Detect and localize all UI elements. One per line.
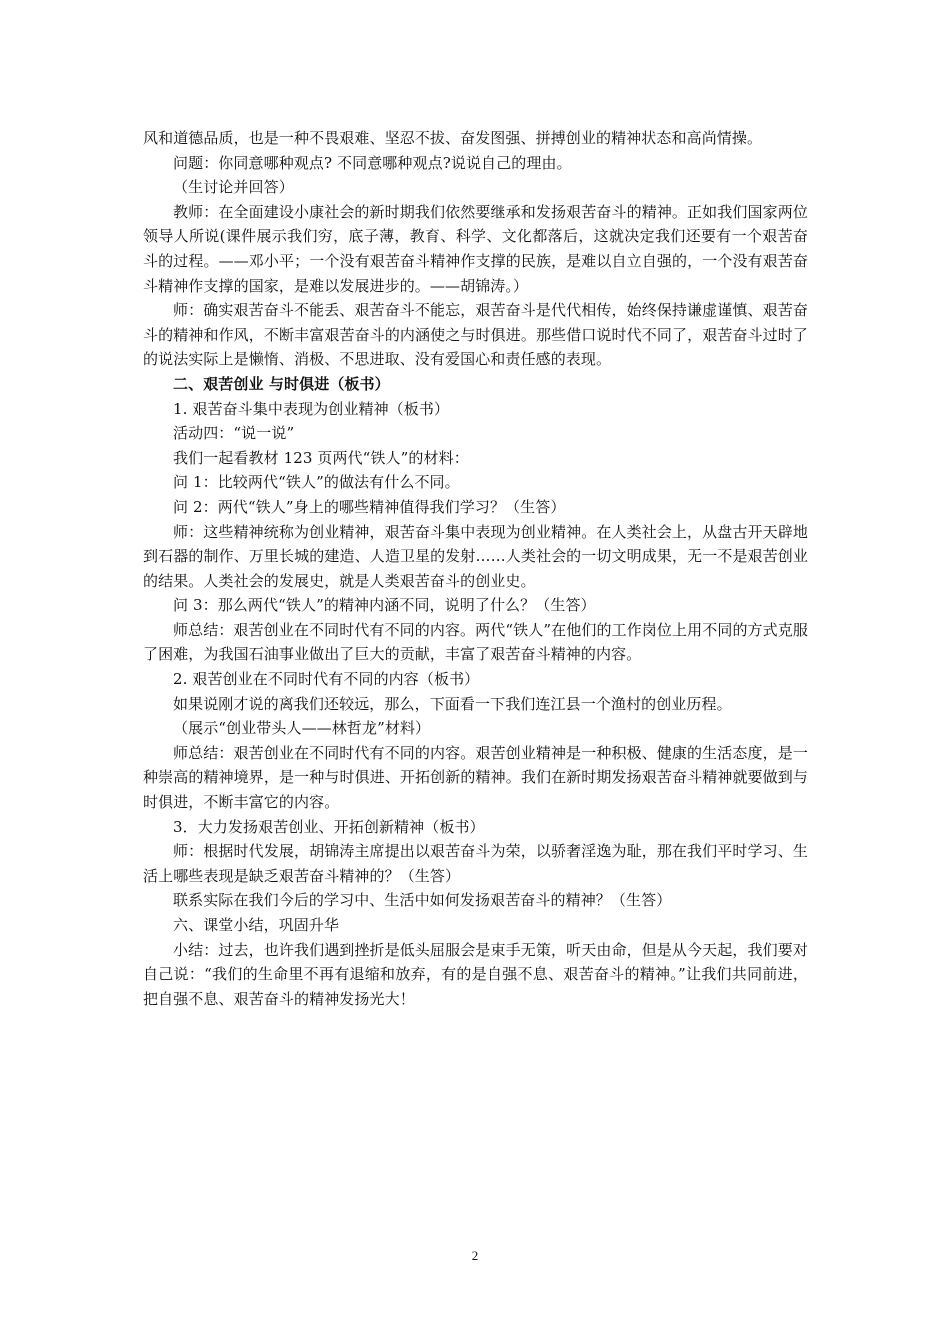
paragraph: 师：确实艰苦奋斗不能丢、艰苦奋斗不能忘，艰苦奋斗是代代相传，始终保持谦虚谨慎、艰苦奋斗的精神和作风，不断丰富艰苦奋斗的内涵使之与时俱进。那些借口说时代不同了，艰苦奋斗过时了的说法实际上是懒惰、消极、不思进取、没有爱国心和责任感的表现。: [143, 301, 808, 369]
paragraph: 我们一起看教材 123 页两代“铁人”的材料：: [173, 448, 469, 467]
paragraph: （展示“创业带头人——林哲龙”材料）: [173, 719, 431, 738]
paragraph: 小结：过去，也许我们遇到挫折是低头屈服会是束手无策，听天由命，但是从今天起，我们要对自己说：“我们的生命里不再有退缩和放弃，有的是自强不息、艰苦奋斗的精神。”让我们共同前进，把自强不息、艰苦奋斗的精神发扬光大！: [143, 940, 808, 1008]
paragraph: 问题：你同意哪种观点? 不同意哪种观点?说说自己的理由。: [173, 153, 572, 172]
section-heading: 二、艰苦创业 与时俱进（板书）: [173, 374, 390, 393]
paragraph: 师总结：艰苦创业在不同时代有不同的内容。两代“铁人”在他们的工作岗位上用不同的方式克服了困难，为我国石油事业做出了巨大的贡献，丰富了艰苦奋斗精神的内容。: [143, 620, 808, 664]
paragraph: 教师：在全面建设小康社会的新时期我们依然要继承和发扬艰苦奋斗的精神。正如我们国家两位领导人所说(课件展示我们穷，底子薄，教育、科学、文化都落后，这就决定我们还要有一个艰苦奋斗的过程。——邓小平；一个没有艰苦奋斗精神作支撑的民族，是难以自立自强的，一个没有艰苦奋斗精神作支撑的国家，是难以发展进步的。——胡锦涛。）: [143, 202, 808, 295]
paragraph: 活动四：“说一说”: [173, 424, 295, 443]
paragraph: 1. 艰苦奋斗集中表现为创业精神（板书）: [173, 399, 450, 418]
paragraph: 师：根据时代发展，胡锦涛主席提出以艰苦奋斗为荣，以骄奢淫逸为耻，那在我们平时学习、生活上哪些表现是缺乏艰苦奋斗精神的？（生答）: [143, 842, 808, 885]
document-body: [143, 126, 808, 1011]
page-number: 2: [471, 1248, 479, 1263]
paragraph: 问 3：那么两代“铁人”的精神内涵不同，说明了什么？（生答）: [173, 596, 596, 615]
paragraph: 3．大力发扬艰苦创业、开拓创新精神（板书）: [173, 817, 485, 836]
paragraph: 师总结：艰苦创业在不同时代有不同的内容。艰苦创业精神是一种积极、健康的生活态度，是一种崇高的精神境界，是一种与时俱进、开拓创新的精神。我们在新时期发扬艰苦奋斗精神就要做到与时俱进，不断丰富它的内容。: [143, 743, 808, 812]
paragraph: 问 1：比较两代“铁人”的做法有什么不同。: [173, 473, 460, 492]
paragraph: 联系实际在我们今后的学习中、生活中如何发扬艰苦奋斗的精神？（生答）: [173, 891, 672, 910]
paragraph: 如果说刚才说的离我们还较远，那么，下面看一下我们连江县一个渔村的创业历程。: [173, 694, 732, 713]
paragraph: （生讨论并回答）: [173, 178, 294, 197]
paragraph: 六、课堂小结，巩固升华: [173, 916, 340, 934]
paragraph: 师：这些精神统称为创业精神，艰苦奋斗集中表现为创业精神。在人类社会上，从盘古开天辟地到石器的制作、万里长城的建造、人造卫星的发射……人类社会的一切文明成果，无一不是艰苦创业的结果。人类社会的发展史，就是人类艰苦奋斗的创业史。: [143, 522, 808, 590]
paragraph: 风和道德品质，也是一种不畏艰难、坚忍不拔、奋发图强、拼搏创业的精神状态和高尚情操。: [143, 129, 763, 147]
paragraph: 问 2：两代“铁人”身上的哪些精神值得我们学习？（生答）: [173, 497, 566, 516]
paragraph: 2. 艰苦创业在不同时代有不同的内容（板书）: [173, 670, 480, 689]
